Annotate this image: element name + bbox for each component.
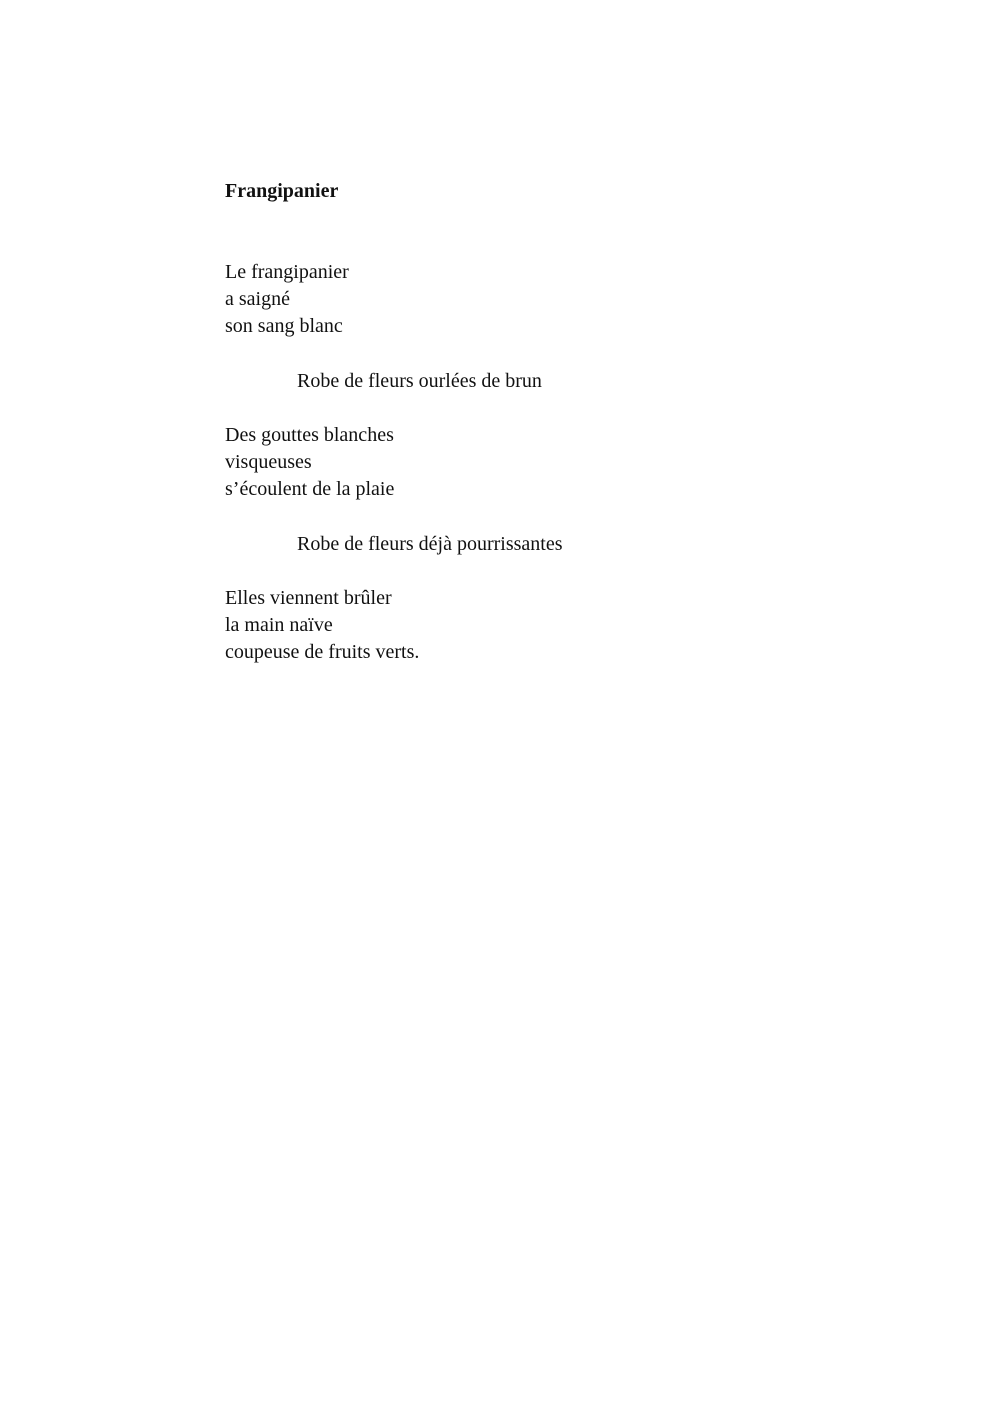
stanza-3-line-3: coupeuse de fruits verts. (225, 641, 420, 663)
stanza-2-line-1: Des gouttes blanches (225, 424, 394, 446)
poem-title: Frangipanier (225, 180, 339, 202)
stanza-3-line-1: Elles viennent brûler (225, 587, 392, 609)
stanza-1-line-2: a saigné (225, 288, 290, 310)
stanza-2-line-3: s’écoulent de la plaie (225, 478, 395, 500)
stanza-3-line-2: la main naïve (225, 614, 333, 636)
refrain-2: Robe de fleurs déjà pourrissantes (297, 533, 563, 555)
stanza-2-line-2: visqueuses (225, 451, 312, 473)
stanza-1-line-3: son sang blanc (225, 315, 343, 337)
refrain-1: Robe de fleurs ourlées de brun (297, 370, 542, 392)
stanza-1-line-1: Le frangipanier (225, 261, 349, 283)
